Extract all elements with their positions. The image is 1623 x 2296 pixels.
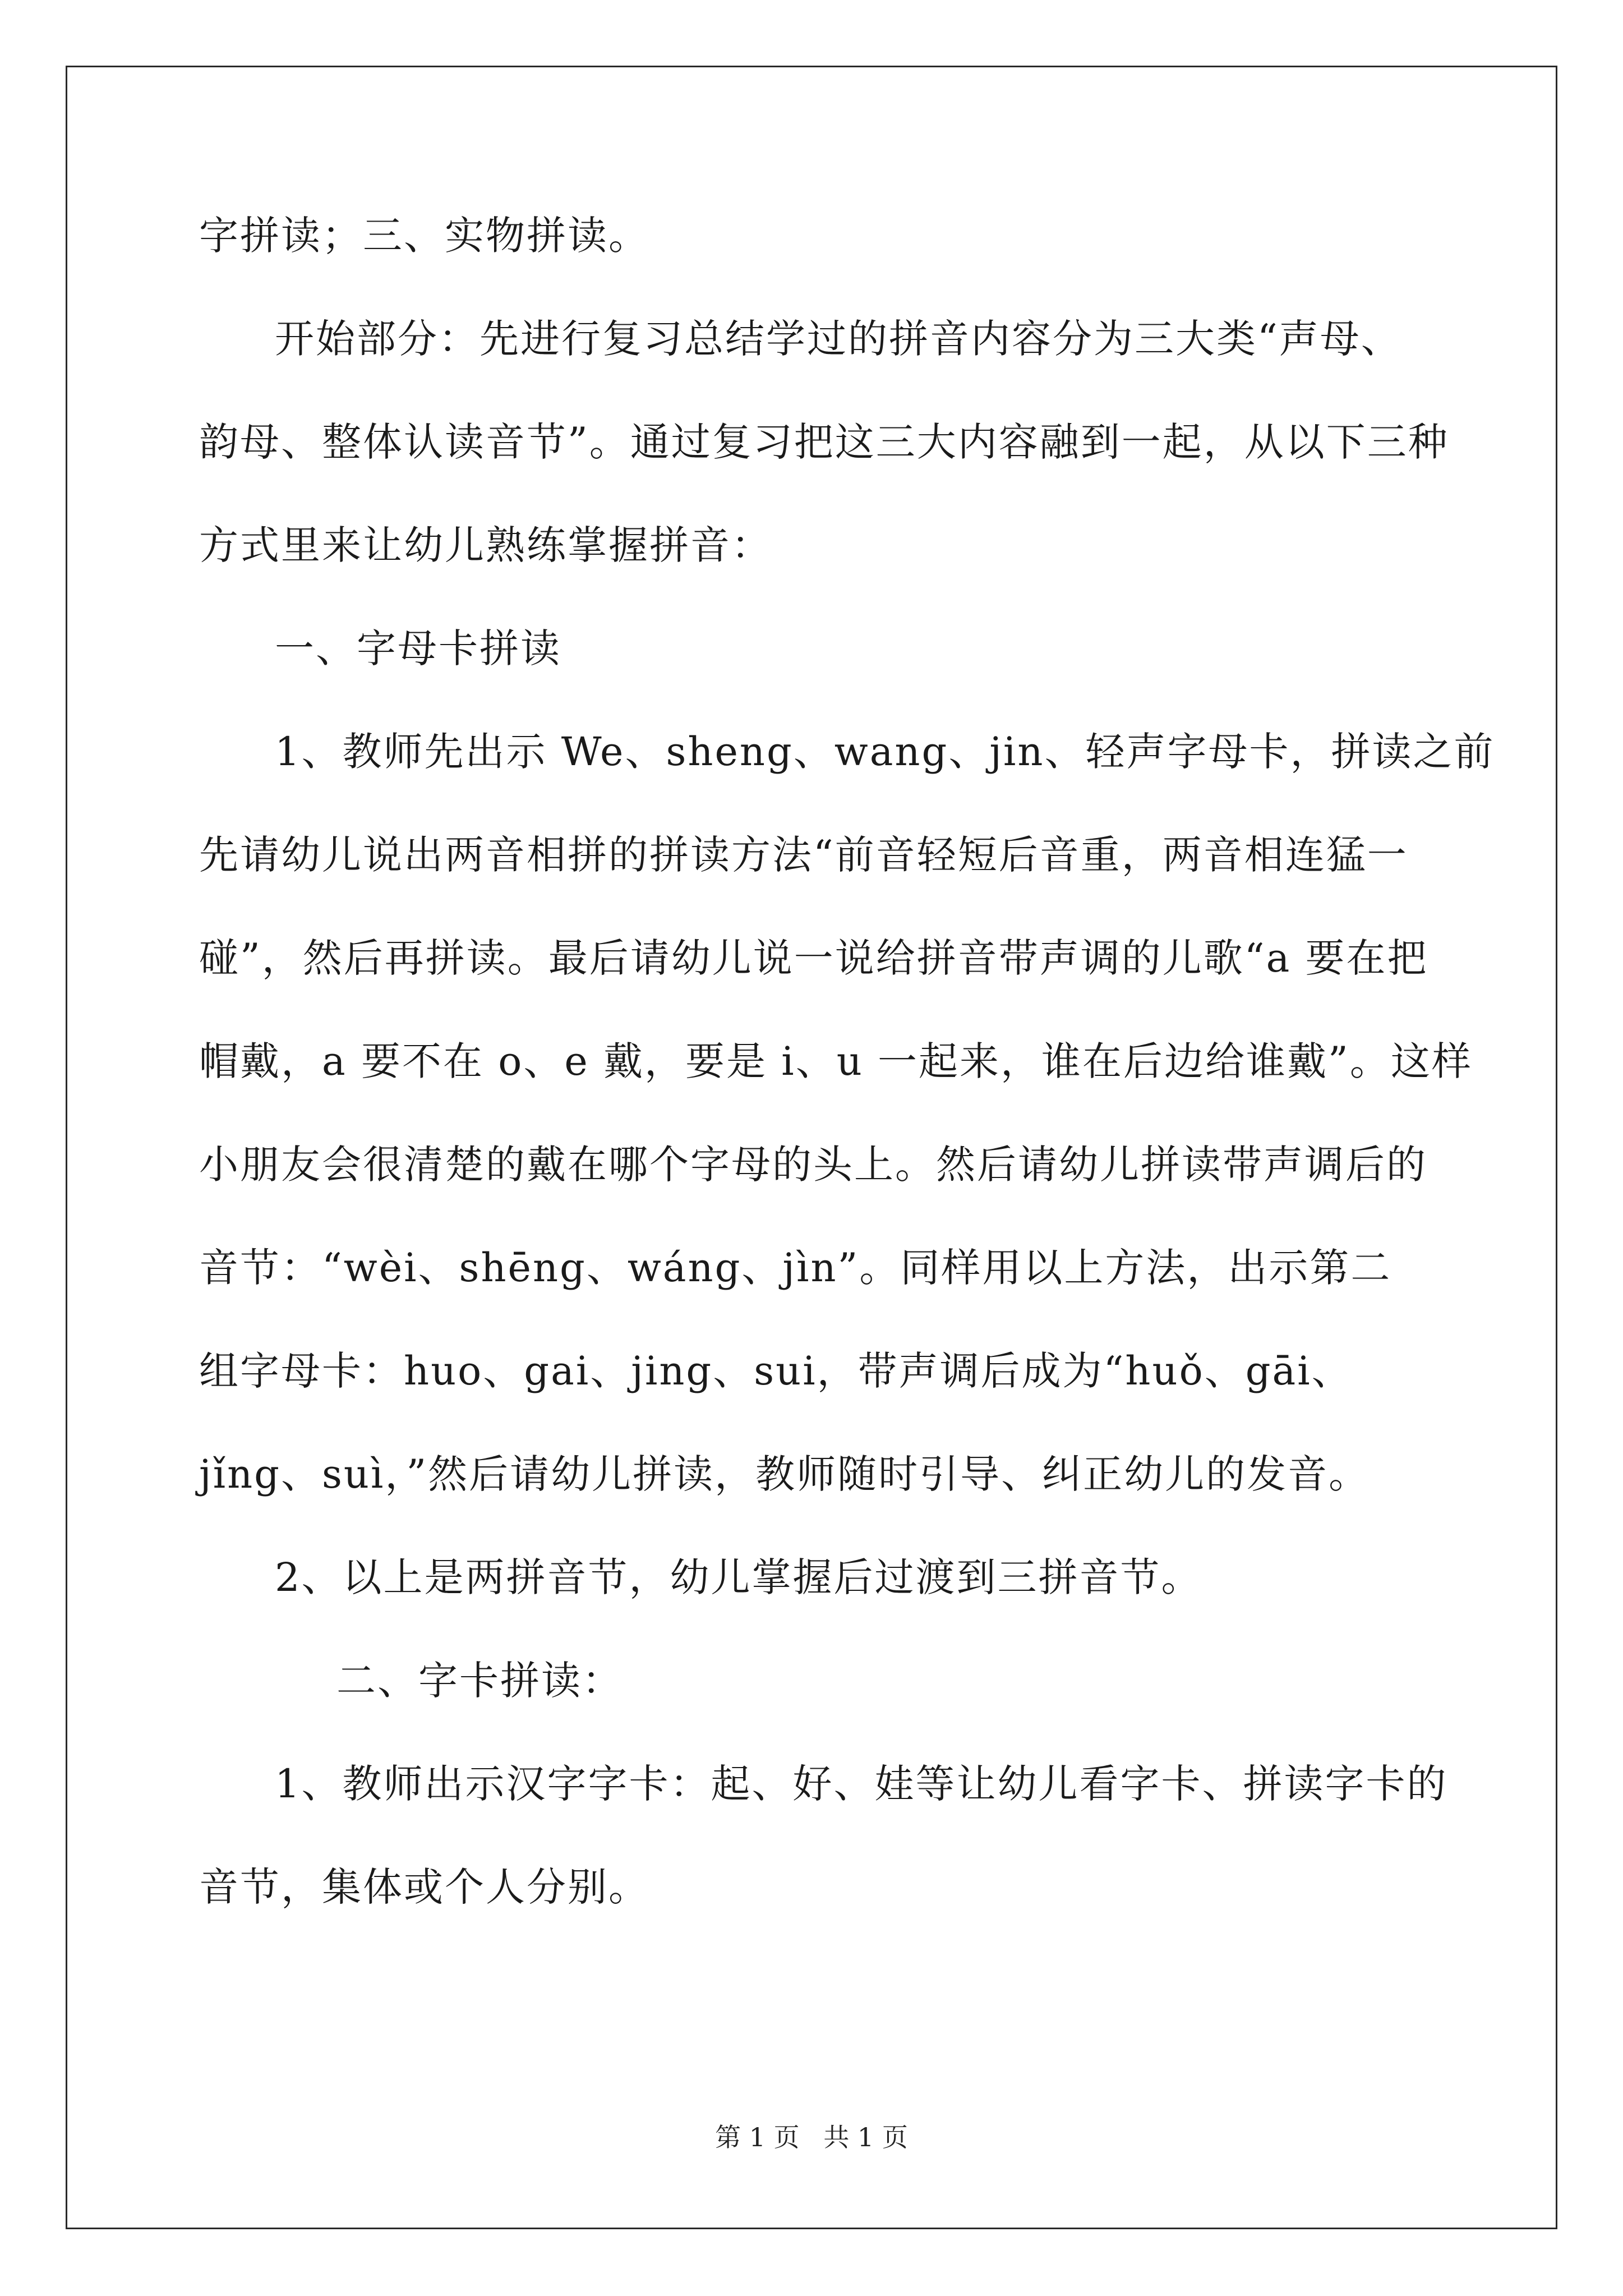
text-line: 音节，集体或个人分别。 (199, 1864, 649, 1910)
text-line: 韵母、整体认读音节”。通过复习把这三大内容融到一起，从以下三种 (199, 419, 1449, 465)
text-line: 组字母卡：huo、gai、jing、sui，带声调后成为“huǒ、gāi、 (199, 1348, 1353, 1394)
text-line: 音节：“wèi、shēng、wáng、jìn”。同样用以上方法，出示第二 (199, 1245, 1392, 1291)
section-heading: 二、字卡拼读： (336, 1658, 623, 1704)
text-line: 帽戴，a 要不在 o、e 戴，要是 i、u 一起来，谁在后边给谁戴”。这样 (199, 1038, 1473, 1084)
text-line: 方式里来让幼儿熟练掌握拼音： (199, 522, 772, 568)
text-line: 先请幼儿说出两音相拼的拼读方法“前音轻短后音重，两音相连猛一 (199, 832, 1408, 878)
text-line: 小朋友会很清楚的戴在哪个字母的头上。然后请幼儿拼读带声调后的 (199, 1142, 1427, 1188)
text-line: 1、教师先出示 We、sheng、wang、jin、轻声字母卡，拼读之前 (275, 729, 1495, 775)
page-footer (0, 2120, 1623, 2154)
text-line: jǐng、suì，”然后请幼儿拼读，教师随时引导、纠正幼儿的发音。 (199, 1451, 1370, 1497)
text-line: 1、教师出示汉字字卡：起、好、娃等让幼儿看字卡、拼读字卡的 (275, 1761, 1448, 1807)
page-number: 第 1 页 (715, 2122, 800, 2152)
page-total: 共 1 页 (823, 2122, 908, 2152)
text-line: 2、以上是两拼音节，幼儿掌握后过渡到三拼音节。 (275, 1554, 1202, 1600)
text-line: 开始部分：先进行复习总结学过的拼音内容分为三大类“声母、 (275, 316, 1402, 362)
section-heading: 一、字母卡拼读 (275, 625, 561, 671)
text-line: 碰”，然后再拼读。最后请幼儿说一说给拼音带声调的儿歌“a 要在把 (199, 935, 1428, 981)
text-line: 字拼读；三、实物拼读。 (199, 213, 649, 259)
